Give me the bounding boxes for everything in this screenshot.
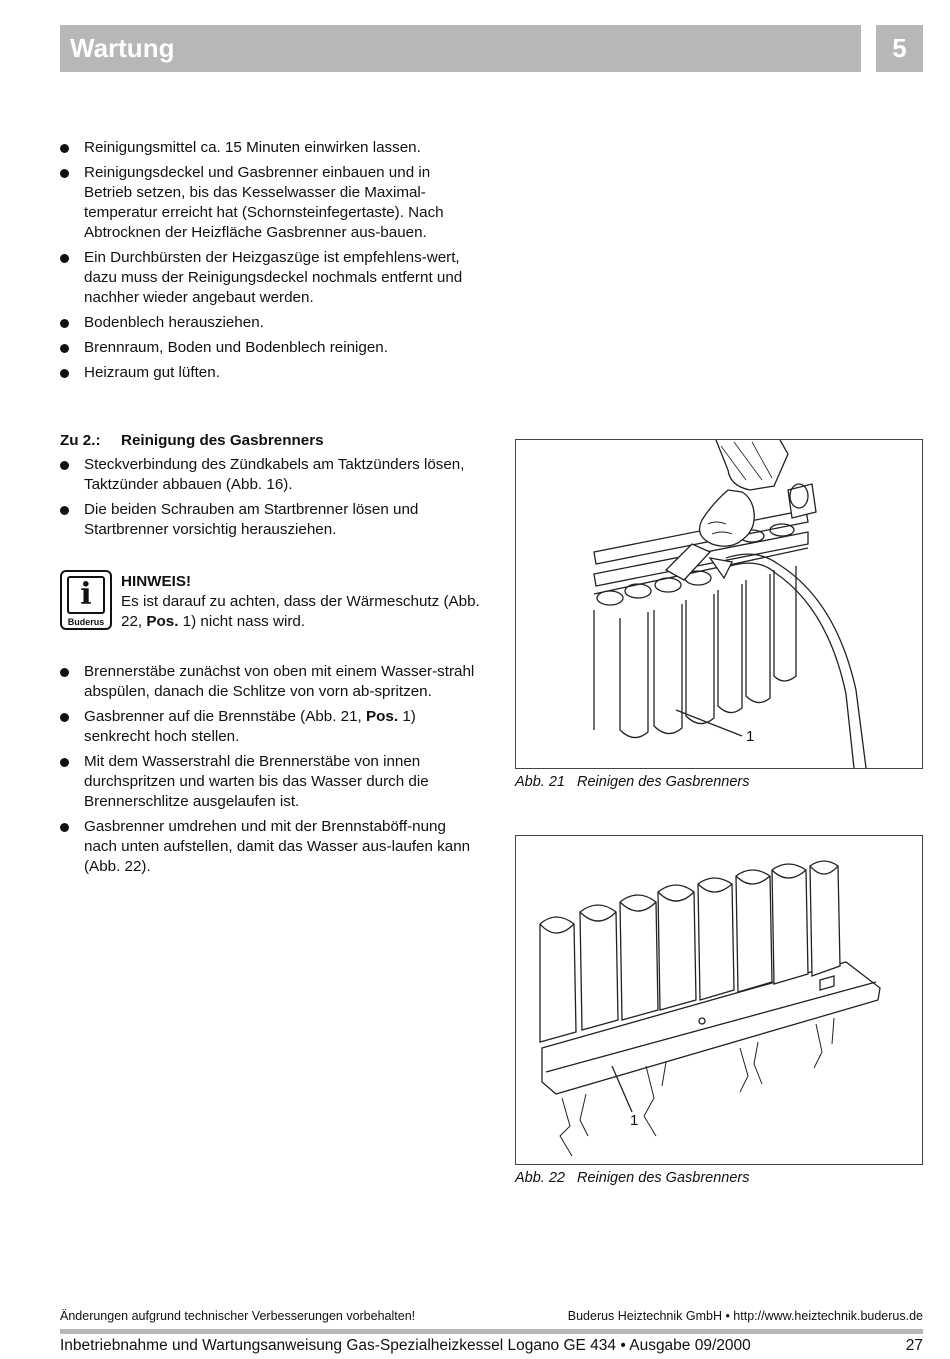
inverted-burner-illustration (516, 836, 922, 1164)
footer-document-title: Inbetriebnahme und Wartungsanweisung Gas-Spezialheizkessel Logano GE 434 • Ausgabe 09/2000 (60, 1337, 751, 1354)
bullet-icon (60, 254, 69, 263)
bullet-icon (60, 319, 69, 328)
note-title: HINWEIS! (121, 573, 192, 590)
bullet-icon (60, 506, 69, 515)
section-gas-burner (60, 431, 480, 545)
section-title: Reinigung des Gasbrenners (121, 432, 324, 449)
note-text: Es ist darauf zu achten, dass der Wärmeschutz (Abb. 22, Pos. 1) nicht nass wird. (121, 593, 480, 630)
bullet-icon (60, 369, 69, 378)
bullet-icon (60, 668, 69, 677)
list-item: Brennraum, Boden und Bodenblech reinigen. (60, 338, 480, 358)
list-item: Heizraum gut lüften. (60, 363, 480, 383)
list-item: Die beiden Schrauben am Startbrenner lösen und Startbrenner vorsichtig herausziehen. (60, 500, 480, 540)
position-label: 1 (746, 728, 755, 745)
bullet-icon (60, 144, 69, 153)
footer-publisher: Buderus Heiztechnik GmbH • http://www.heiztechnik.buderus.de (567, 1309, 923, 1323)
list-item: Ein Durchbürsten der Heizgaszüge ist empfehlens-wert, dazu muss der Reinigungsdeckel nochmals entfernt und nachher wieder angebaut werden. (60, 248, 480, 308)
bullet-icon (60, 344, 69, 353)
bullet-icon (60, 169, 69, 178)
list-item: Steckverbindung des Zündkabels am Taktzünders lösen, Taktzünder abbauen (Abb. 16). (60, 455, 480, 495)
burner-spray-illustration (516, 440, 922, 768)
bullet-icon (60, 713, 69, 722)
info-icon: i Buderus (60, 570, 112, 630)
figure-21-caption: Abb. 21 Reinigen des Gasbrenners (515, 774, 750, 790)
figure-21 (515, 439, 923, 769)
list-item: Reinigungsdeckel und Gasbrenner einbauen und in Betrieb setzen, bis das Kesselwasser die Maximal-temperatur erreicht hat (Schornsteinfegertaste). Nach Abtrocknen der Heizfläche Gasbrenner aus-bauen. (60, 163, 480, 243)
burner-washing-steps (60, 662, 480, 882)
list-item: Gasbrenner umdrehen und mit der Brennstaböff-nung nach unten aufstellen, damit das Wasser aus-laufen kann (Abb. 22). (60, 817, 480, 877)
footer-divider (60, 1329, 923, 1334)
footer-disclaimer: Änderungen aufgrund technischer Verbesserungen vorbehalten! (60, 1309, 416, 1323)
cleaning-steps (60, 138, 480, 388)
list-item: Brennerstäbe zunächst von oben mit einem Wasser-strahl abspülen, danach die Schlitze von vorn ab-spritzen. (60, 662, 480, 702)
list-item: Mit dem Wasserstrahl die Brennerstäbe von innen durchspritzen und warten bis das Wasser durch die Brennerschlitze ausgelaufen ist. (60, 752, 480, 812)
section-heading (60, 431, 480, 451)
position-label: 1 (630, 1112, 639, 1129)
section-number: Zu 2.: (60, 432, 101, 449)
figure-22 (515, 835, 923, 1165)
list-item: Bodenblech herausziehen. (60, 313, 480, 333)
page-number: 27 (905, 1337, 923, 1354)
figure-22-caption: Abb. 22 Reinigen des Gasbrenners (515, 1170, 750, 1186)
page-title: Wartung (70, 33, 175, 63)
bullet-icon (60, 461, 69, 470)
bullet-icon (60, 758, 69, 767)
list-item: Reinigungsmittel ca. 15 Minuten einwirken lassen. (60, 138, 480, 158)
brand-label: Buderus (67, 617, 105, 627)
chapter-number: 5 (876, 25, 923, 72)
bullet-icon (60, 823, 69, 832)
header-bar (60, 25, 861, 72)
list-item: Gasbrenner auf die Brennstäbe (Abb. 21, Pos. 1) senkrecht hoch stellen. (60, 707, 480, 747)
